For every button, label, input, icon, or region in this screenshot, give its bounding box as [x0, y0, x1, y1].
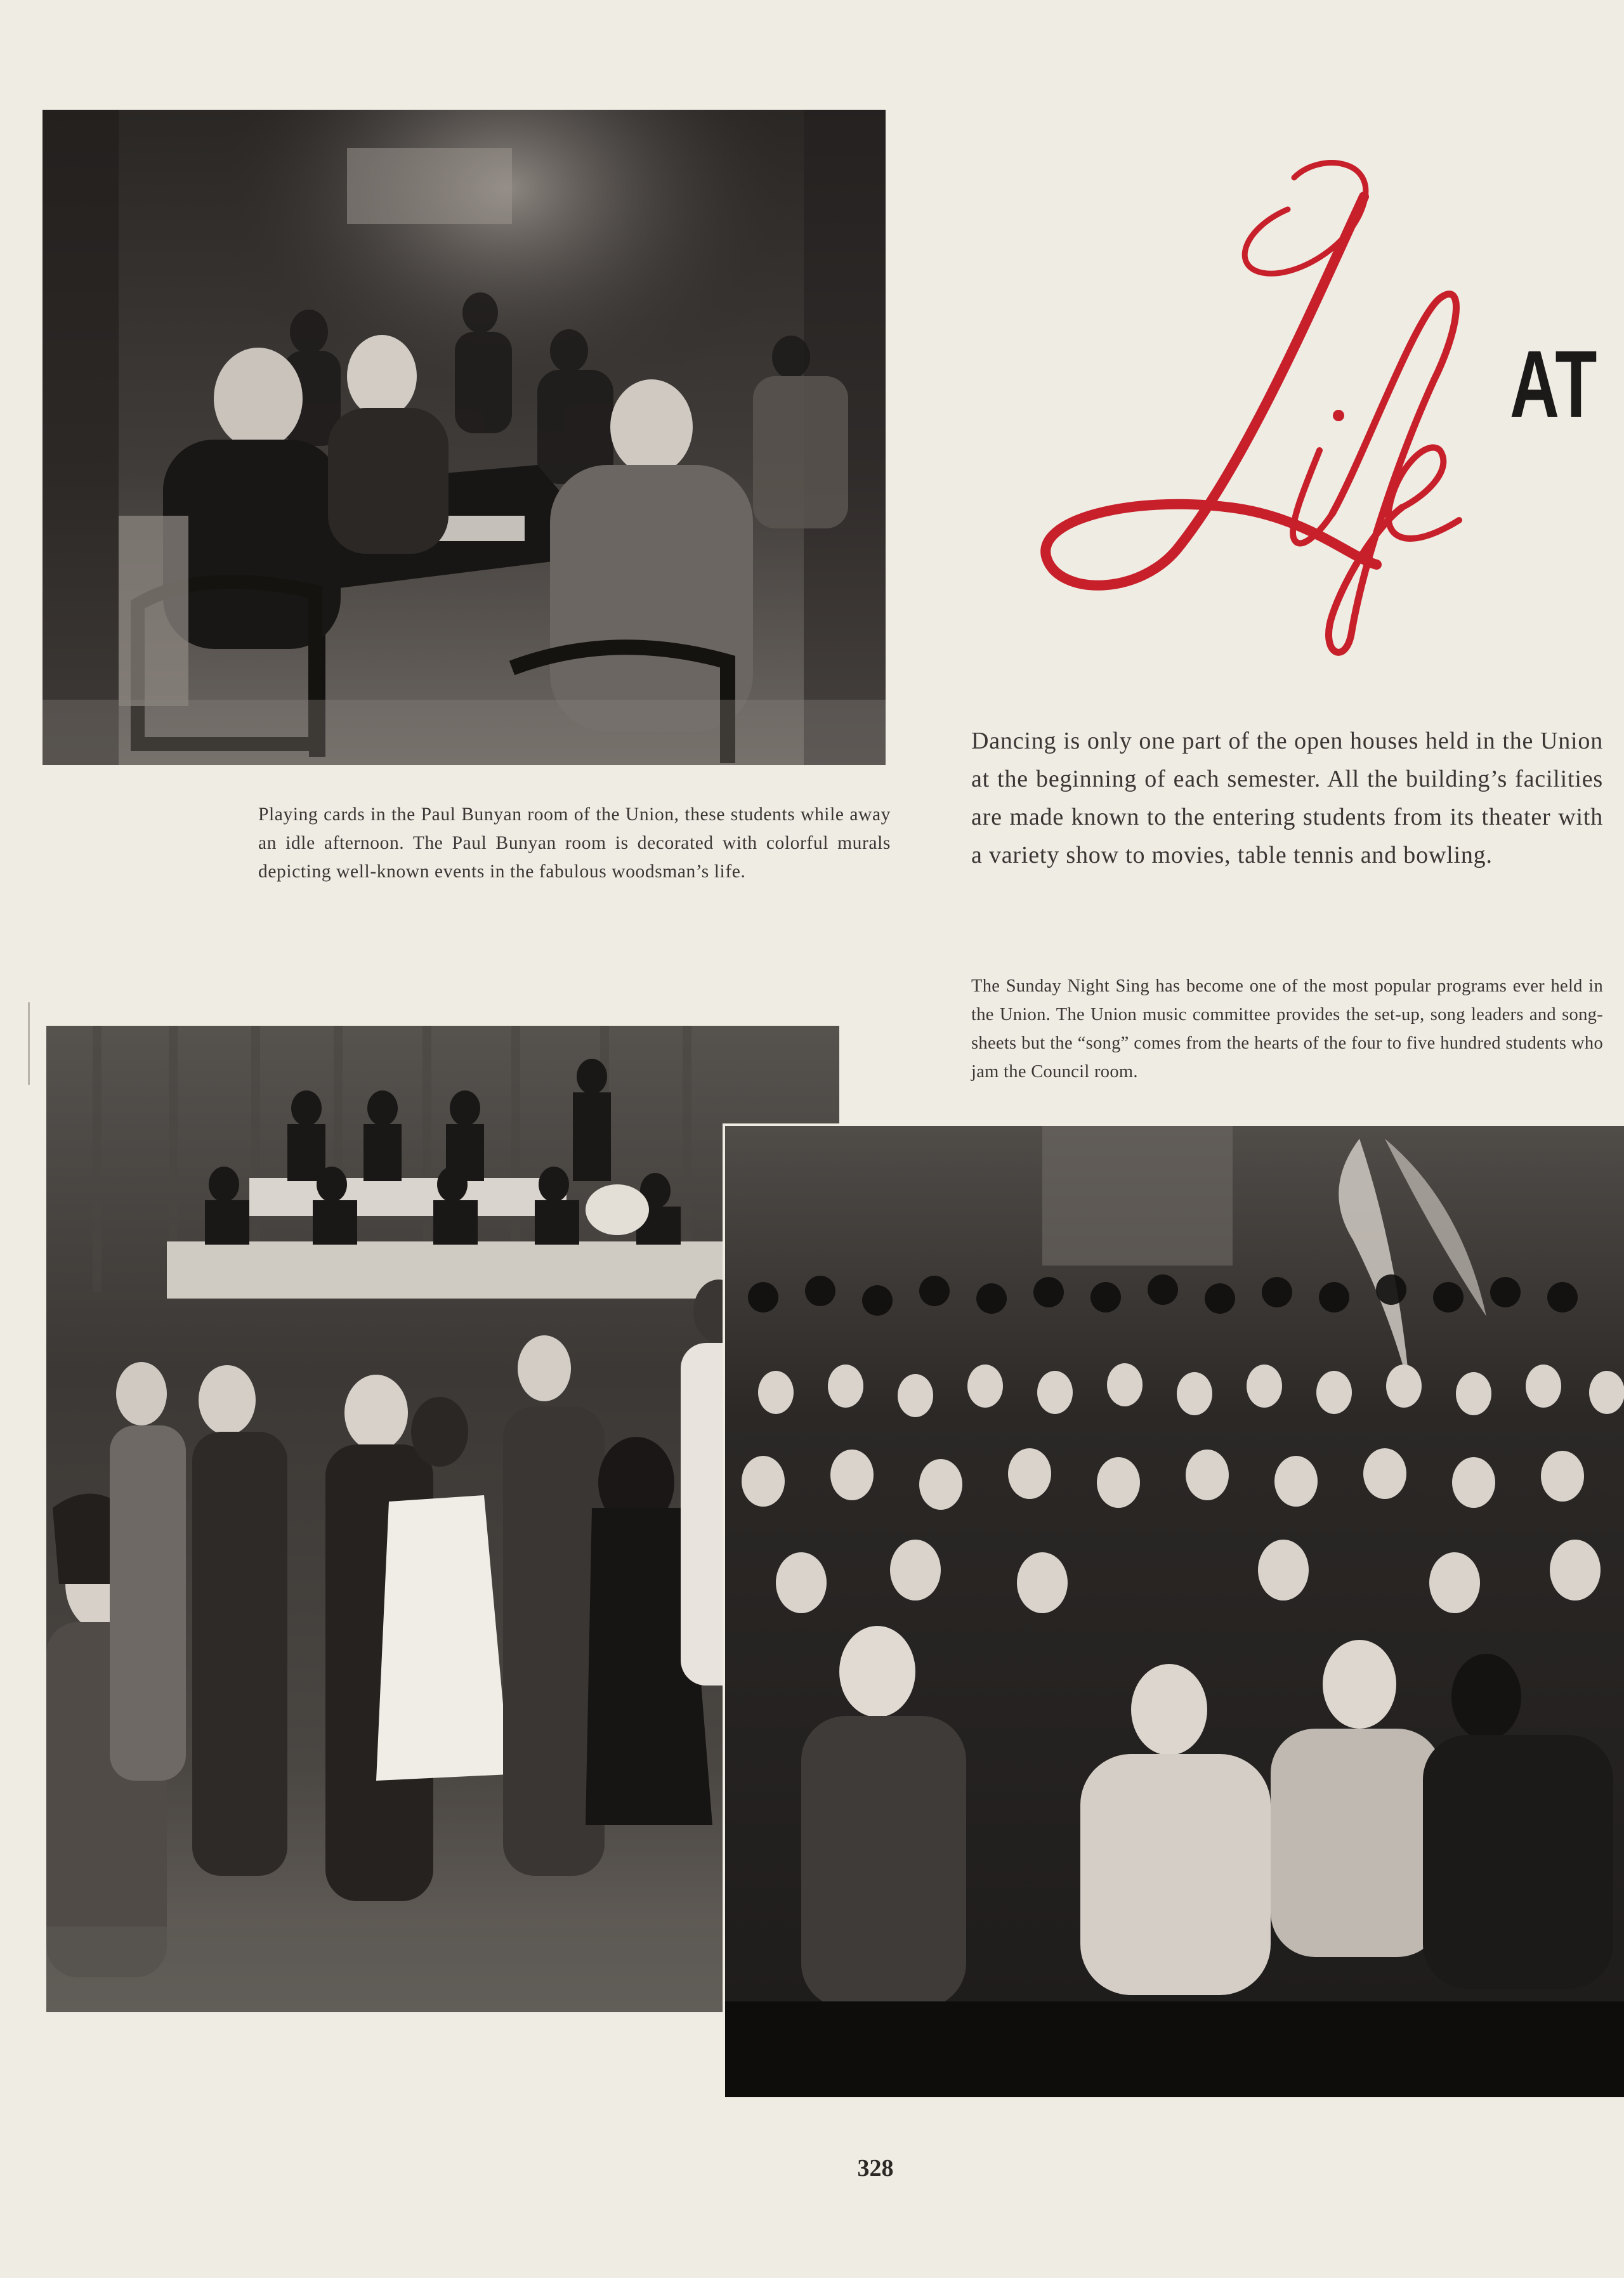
photo-card-players — [43, 110, 886, 765]
photo-sunday-sing — [723, 1123, 1624, 2097]
caption-card-players: Playing cards in the Paul Bunyan room of the Union, these students while away an idle afternoon. The Paul Bunyan room is decorated with colorful murals depicting well-known events in the fabulous woodsman’s life. — [258, 804, 891, 882]
title-script-text: Life — [1021, 152, 1023, 153]
page-number: 328 — [857, 2155, 894, 2182]
caption-sunday-sing: The Sunday Night Sing has become one of the most popular programs ever held in the Union. The Union music committee provides the set-up, song leaders and song-sheets but the “song” comes from the hearts of the four to five hundred students who jam the Council room. — [971, 976, 1603, 1082]
title-at: AT — [1510, 331, 1598, 437]
margin-mark — [28, 1002, 30, 1085]
card-players-image — [43, 110, 886, 765]
dancers-image — [46, 1026, 839, 2012]
sunday-sing-image — [725, 1126, 1624, 2097]
intro-paragraph: Dancing is only one part of the open houses held in the Union at the beginning of each semester. All the building’s facilities are made known to the entering students from its theater with a variety show to movies, table tennis and bowling. — [971, 728, 1603, 868]
photo-dancers — [46, 1026, 839, 2012]
title-script-life — [1021, 152, 1478, 672]
